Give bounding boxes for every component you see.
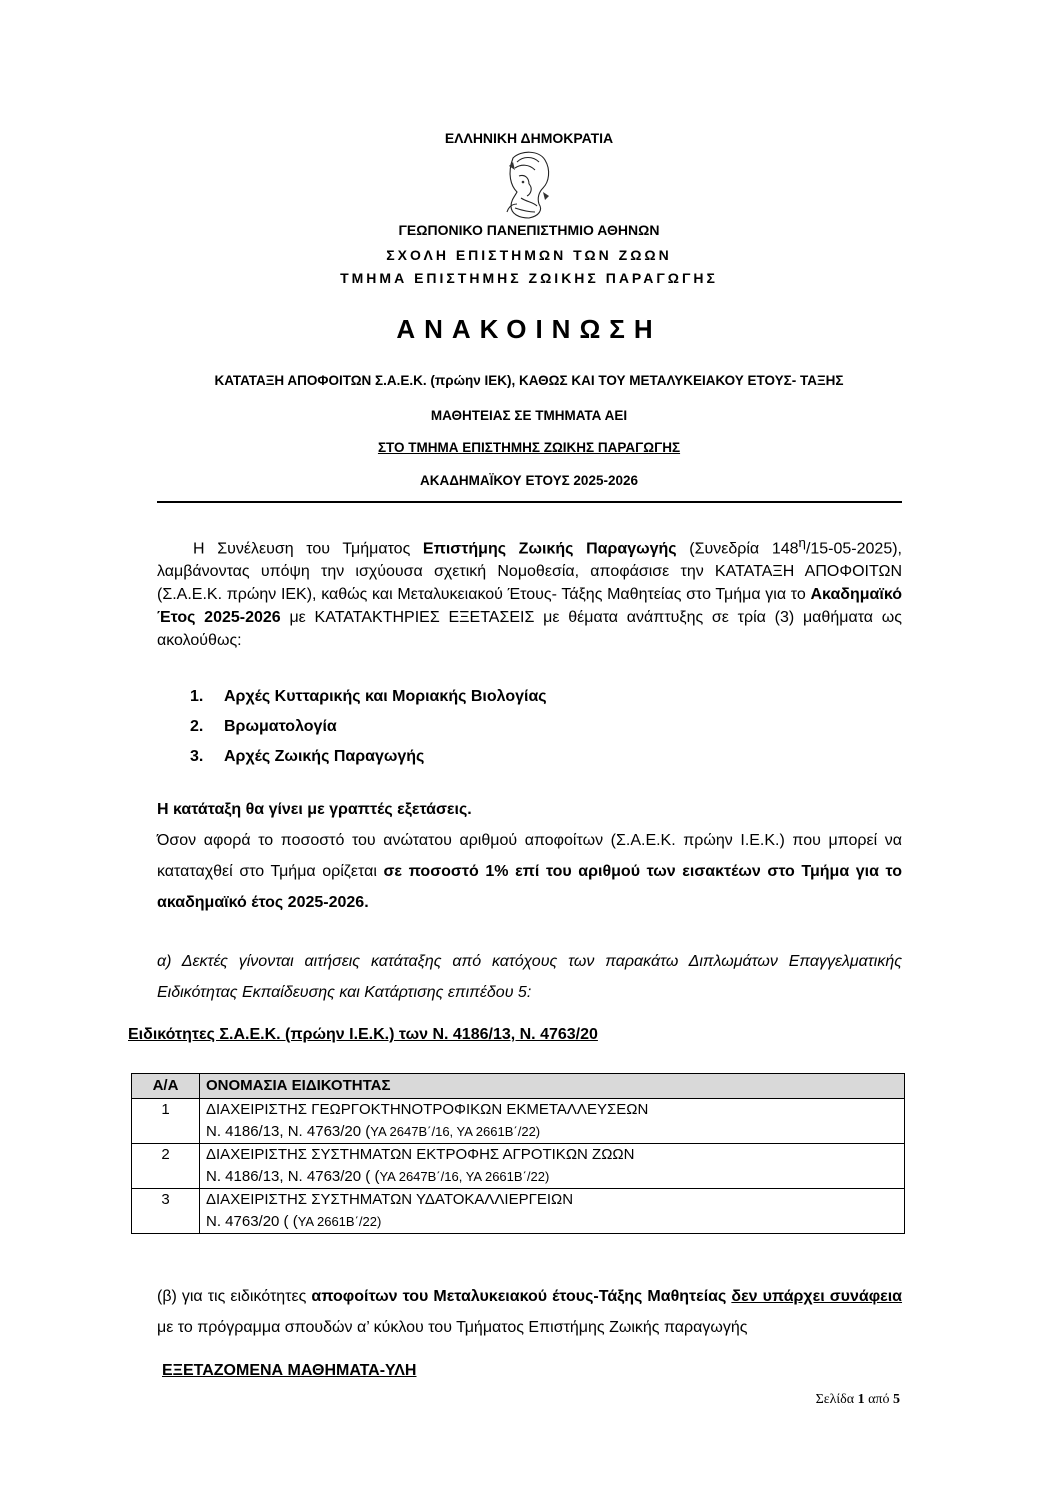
row-number: 2 bbox=[132, 1144, 200, 1189]
header-divider bbox=[157, 501, 902, 503]
table-header-row bbox=[132, 1074, 905, 1099]
specialties-title: Ειδικότητες Σ.Α.Ε.Κ. (πρώην Ι.Ε.Κ.) των Ν. 4186/13, Ν. 4763/20 bbox=[128, 1026, 598, 1043]
list-number: 2. bbox=[190, 718, 204, 735]
row-number: 3 bbox=[132, 1189, 200, 1234]
athena-head-emblem-icon bbox=[499, 148, 557, 220]
list-item bbox=[190, 746, 890, 776]
specialty-law bbox=[206, 1211, 898, 1233]
row-number: 1 bbox=[132, 1099, 200, 1144]
quota-paragraph bbox=[157, 825, 902, 918]
intro-year-bold: Ακαδημαϊκό Έτος 2025-2026 bbox=[157, 586, 902, 627]
table-row bbox=[132, 1099, 905, 1144]
page-number bbox=[760, 1392, 900, 1408]
specialty-name: ΔΙΑΧΕΙΡΙΣΤΗΣ ΓΕΩΡΓΟΚΤΗΝΟΤΡΟΦΙΚΩΝ ΕΚΜΕΤΑΛΛΕΥΣΕΩΝ bbox=[206, 1101, 649, 1118]
list-number: 1. bbox=[190, 688, 204, 705]
page-total: 5 bbox=[893, 1392, 900, 1407]
course-name: Βρωματολογία bbox=[224, 718, 337, 735]
subtitle-line-1: ΚΑΤΑΤΑΞΗ ΑΠΟΦΟΙΤΩΝ Σ.Α.Ε.Κ. (πρώην ΙΕΚ), ΚΑΘΩΣ ΚΑΙ ΤΟΥ ΜΕΤΑΛΥΚΕΙΑΚΟΥ ΕΤΟΥΣ- ΤΑΞΗΣ bbox=[214, 373, 844, 388]
school-name: ΣΧΟΛΗ ΕΠΙΣΤΗΜΩΝ ΤΩΝ ΖΩΩΝ bbox=[386, 247, 672, 263]
specialties-table bbox=[131, 1073, 905, 1234]
law-reference: ΥΑ 2647Β΄/16, ΥΑ 2661Β΄/22) bbox=[379, 1169, 550, 1184]
law-text: Ν. 4763/20 ( ( bbox=[206, 1213, 298, 1230]
column-header-aa: Α/Α bbox=[132, 1074, 200, 1099]
university-name: ΓΕΩΠΟΝΙΚΟ ΠΑΝΕΠΙΣΤΗΜΙΟ ΑΘΗΝΩΝ bbox=[398, 222, 660, 238]
specialty-name: ΔΙΑΧΕΙΡΙΣΤΗΣ ΣΥΣΤΗΜΑΤΩΝ ΕΚΤΡΟΦΗΣ ΑΓΡΟΤΙΚΩΝ ΖΩΩΝ bbox=[206, 1146, 635, 1163]
page-label: Σελίδα bbox=[815, 1392, 858, 1407]
intro-superscript: η bbox=[798, 535, 806, 550]
section-b-text-1: (β) για τις ειδικότητες bbox=[157, 1288, 312, 1305]
list-number: 3. bbox=[190, 748, 204, 765]
intro-text-1: Η Συνέλευση του Τμήματος bbox=[193, 540, 423, 558]
section-b-bold-underlined: δεν υπάρχει συνάφεια bbox=[731, 1288, 903, 1305]
intro-text-3: /15-05-2025), λαμβάνοντας υπόψη την ισχύουσα σχετική Νομοθεσία, αποφάσισε την ΚΑΤΑΤΑΞΗ ΑΠΟΦΟΙΤΩΝ (Σ.Α.Ε.Κ. πρώην ΙΕΚ), καθώς και Μεταλυκειακού Έτους- Τάξης Μαθητείας στο Τμήμα για το bbox=[157, 540, 902, 604]
intro-paragraph bbox=[157, 531, 902, 652]
specialty-law bbox=[206, 1166, 898, 1188]
subtitle-line-4: ΑΚΑΔΗΜΑΪΚΟΥ ΕΤΟΥΣ 2025-2026 bbox=[419, 473, 638, 488]
announcement-title: ΑΝΑΚΟΙΝΩΣΗ bbox=[396, 314, 662, 344]
specialty-cell bbox=[200, 1144, 905, 1189]
intro-text-4: με ΚΑΤΑΤΑΚΤΗΡΙΕΣ ΕΞΕΤΑΣΕΙΣ με θέματα ανάπτυξης σε τρία (3) μαθήματα ως ακολούθως: bbox=[157, 609, 902, 650]
law-text: Ν. 4186/13, Ν. 4763/20 ( ( bbox=[206, 1168, 380, 1185]
subtitle-line-2: ΜΑΘΗΤΕΙΑΣ ΣΕ ΤΜΗΜΑΤΑ ΑΕΙ bbox=[430, 408, 628, 423]
law-text: Ν. 4186/13, Ν. 4763/20 ( bbox=[206, 1123, 371, 1140]
section-a-paragraph: α) Δεκτές γίνονται αιτήσεις κατάταξης από κατόχους των παρακάτω Διπλωμάτων Επαγγελματικής Ειδικότητας Εκπαίδευσης και Κατάρτισης επιπέδου 5: bbox=[157, 953, 902, 1001]
course-name: Αρχές Κυτταρικής και Μοριακής Βιολογίας bbox=[224, 688, 547, 705]
list-item bbox=[190, 686, 890, 716]
course-name: Αρχές Ζωικής Παραγωγής bbox=[224, 748, 425, 765]
page-of: από bbox=[864, 1392, 893, 1407]
column-header-name: ΟΝΟΜΑΣΙΑ ΕΙΔΙΚΟΤΗΤΑΣ bbox=[200, 1074, 905, 1099]
table-row bbox=[132, 1144, 905, 1189]
section-b-bold: αποφοίτων του Μεταλυκειακού έτους-Τάξης Μαθητείας bbox=[311, 1288, 727, 1305]
table-row bbox=[132, 1189, 905, 1234]
republic-heading: ΕΛΛΗΝΙΚΗ ΔΗΜΟΚΡΑΤΙΑ bbox=[444, 130, 614, 146]
specialty-cell bbox=[200, 1189, 905, 1234]
specialty-law bbox=[206, 1121, 898, 1143]
intro-department-bold: Επιστήμης Ζωικής Παραγωγής bbox=[422, 540, 677, 558]
department-name: ΤΜΗΜΑ ΕΠΙΣΤΗΜΗΣ ΖΩΙΚΗΣ ΠΑΡΑΓΩΓΗΣ bbox=[340, 270, 718, 286]
quota-text: Όσον αφορά το ποσοστό του ανώτατου αριθμού αποφοίτων (Σ.Α.Ε.Κ. πρώην Ι.Ε.Κ.) που μπορεί να καταταχθεί στο Τμήμα ορίζεται bbox=[157, 832, 902, 880]
specialty-name: ΔΙΑΧΕΙΡΙΣΤΗΣ ΣΥΣΤΗΜΑΤΩΝ ΥΔΑΤΟΚΑΛΛΙΕΡΓΕΙΩΝ bbox=[206, 1191, 574, 1208]
law-reference: ΥΑ 2661Β΄/22) bbox=[297, 1214, 382, 1229]
specialty-cell bbox=[200, 1099, 905, 1144]
exam-subjects-title: ΕΞΕΤΑΖΟΜΕΝΑ ΜΑΘΗΜΑΤΑ-ΥΛΗ bbox=[162, 1362, 417, 1379]
written-exams-note: Η κατάταξη θα γίνει με γραπτές εξετάσεις. bbox=[157, 801, 472, 818]
quota-bold: σε ποσοστό 1% επί του αριθμού των εισακτέων στο Τμήμα για το ακαδημαϊκό έτος 2025-2026. bbox=[157, 863, 902, 911]
intro-text-2: (Συνεδρία 148 bbox=[676, 540, 799, 558]
courses-list bbox=[190, 686, 890, 776]
subtitle-line-3: ΣΤΟ ΤΜΗΜΑ ΕΠΙΣΤΗΜΗΣ ΖΩΙΚΗΣ ΠΑΡΑΓΩΓΗΣ bbox=[377, 440, 681, 455]
page-current: 1 bbox=[857, 1392, 865, 1407]
section-b-text-2: με το πρόγραμμα σπουδών α’ κύκλου του Τμήματος Επιστήμης Ζωικής παραγωγής bbox=[157, 1319, 748, 1336]
list-item bbox=[190, 716, 890, 746]
law-reference: ΥΑ 2647Β΄/16, ΥΑ 2661Β΄/22) bbox=[370, 1124, 541, 1139]
section-b-paragraph bbox=[157, 1281, 902, 1343]
